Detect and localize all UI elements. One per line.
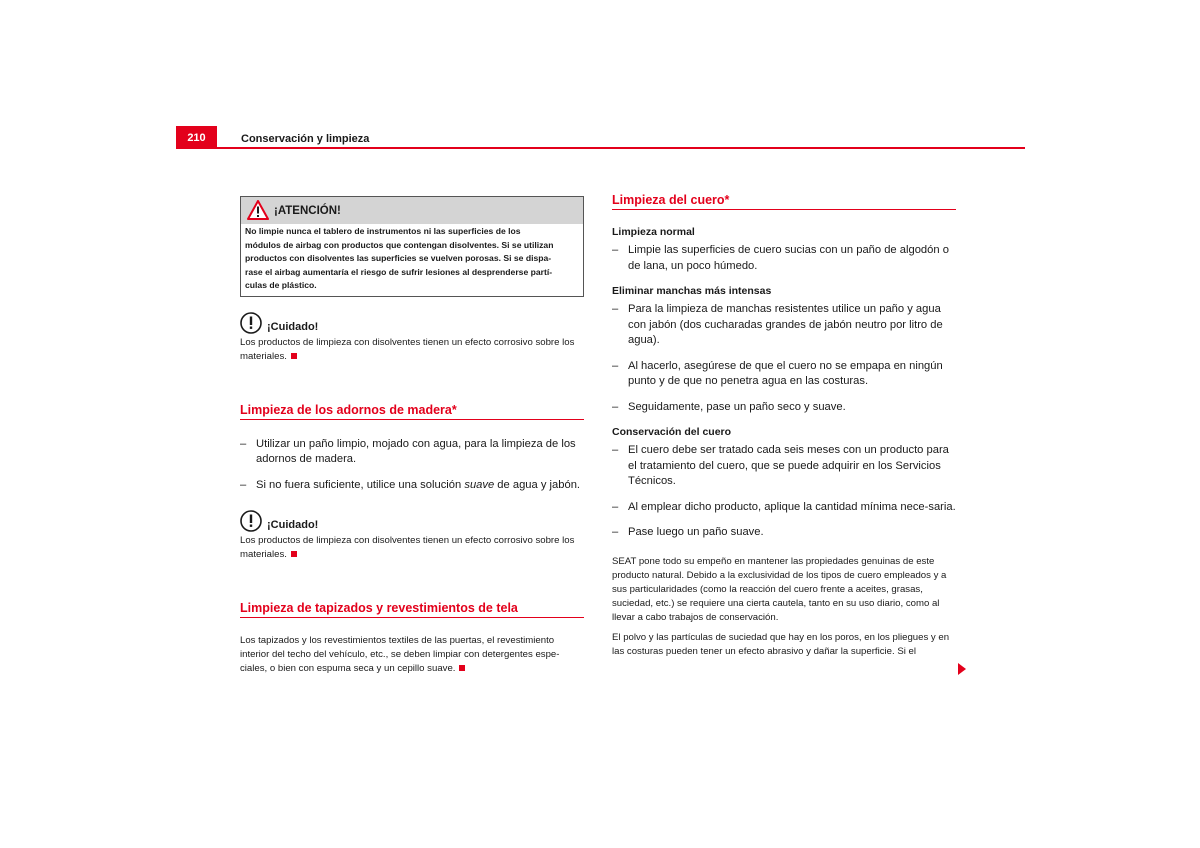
continue-arrow-icon — [958, 663, 966, 675]
list-item-text: Si no fuera suficiente, utilice una solución — [256, 478, 465, 491]
page-number: 210 — [176, 126, 217, 148]
end-square-icon — [291, 551, 297, 557]
end-square-icon — [459, 665, 465, 671]
caution-text-content: Los productos de limpieza con disolventes tienen un efecto corrosivo sobre los materiales. — [240, 336, 575, 362]
end-square-icon — [291, 353, 297, 359]
caution-text — [240, 336, 584, 364]
stains-list — [612, 302, 956, 415]
list-item — [240, 478, 584, 494]
conservation-list — [612, 443, 956, 541]
caution-note — [240, 510, 584, 562]
warning-line: módulos de airbag con productos que contengan disolventes. Si se utilizan — [245, 239, 554, 250]
list-item-emphasis: suave — [464, 478, 495, 491]
leather-paragraph: SEAT pone todo su empeño en mantener las propiedades genuinas de este producto natural. Debido a la exclusividad de los tipos de cuero empleados y a sus particularidades (como la reacción del cuero frente a aceites, grasas, suciedad, etc.) se requiere una cierta cautela, tanto en su uso diario, como al llevar a cabo trabajos de conservación. — [612, 555, 947, 623]
list-item: – El cuero debe ser tratado cada seis meses con un producto para el tratamiento del cuero, que se puede adquirir en los Servicios Técnicos. — [612, 443, 956, 490]
exclamation-circle-icon — [240, 312, 262, 334]
wood-list — [240, 437, 584, 494]
caution-title: ¡Cuidado! — [267, 519, 319, 532]
list-item: – Al hacerlo, asegúrese de que el cuero no se empapa en ningún punto y de que no penetra agua en las costuras. — [612, 359, 956, 390]
subsection-title: Conservación del cuero — [612, 426, 732, 438]
warning-title: ¡ATENCIÓN! — [274, 205, 341, 217]
leather-paragraph: El polvo y las partículas de suciedad que hay en los poros, en los pliegues y en las costuras pueden tener un efecto abrasivo y dañar la superficie. Si el — [612, 631, 950, 657]
header-rule — [176, 147, 1025, 149]
warning-box — [240, 196, 584, 297]
warning-line: rase el airbag aumentaría el riesgo de sufrir lesiones al desprenderse partí- — [245, 266, 553, 277]
warning-line: productos con disolventes las superficies se vuelven porosas. Si se dispa- — [245, 253, 552, 264]
list-item: – Pase luego un paño suave. — [612, 525, 956, 541]
normal-cleaning-list — [612, 243, 956, 274]
list-item: – Para la limpieza de manchas resistentes utilice un paño y agua con jabón (dos cucharadas grandes de jabón neutro por litro de agua). — [612, 302, 956, 349]
section-title-leather: Limpieza del cuero* — [612, 193, 956, 210]
subsection-title: Eliminar manchas más intensas — [612, 285, 772, 297]
caution-note — [240, 312, 584, 364]
left-column — [240, 196, 584, 676]
subsection-title: Limpieza normal — [612, 226, 695, 238]
fabric-text-content: Los tapizados y los revestimientos textiles de las puertas, el revestimiento interior del techo del vehículo, etc., se deben limpiar con detergentes espe-ciales, o bien con espuma seca y un cepillo suave. — [240, 635, 560, 675]
warning-text — [241, 224, 583, 296]
exclamation-circle-icon — [240, 510, 262, 532]
caution-text-content: Los productos de limpieza con disolventes tienen un efecto corrosivo sobre los materiales. — [240, 535, 575, 561]
warning-line: No limpie nunca el tablero de instrumentos ni las superficies de los — [245, 226, 521, 236]
warning-triangle-icon — [247, 200, 269, 220]
section-title-fabric: Limpieza de tapizados y revestimientos de tela — [240, 601, 584, 618]
caution-title: ¡Cuidado! — [267, 320, 319, 333]
fabric-text — [240, 634, 584, 676]
caution-text — [240, 534, 584, 562]
list-item: – Limpie las superficies de cuero sucias con un paño de algodón o de lana, un poco húmedo. — [612, 243, 956, 274]
right-column — [612, 193, 956, 659]
warning-line: culas de plástico. — [245, 280, 317, 291]
section-header-title: Conservación y limpieza — [241, 133, 370, 145]
section-title-wood: Limpieza de los adornos de madera* — [240, 403, 584, 420]
list-item: – Al emplear dicho producto, aplique la cantidad mínima nece-saria. — [612, 500, 956, 516]
list-item-text: de agua y jabón. — [494, 478, 581, 491]
list-item: – Seguidamente, pase un paño seco y suave. — [612, 400, 956, 416]
warning-header — [241, 197, 583, 224]
list-item: – Utilizar un paño limpio, mojado con agua, para la limpieza de los adornos de madera. — [240, 437, 584, 468]
